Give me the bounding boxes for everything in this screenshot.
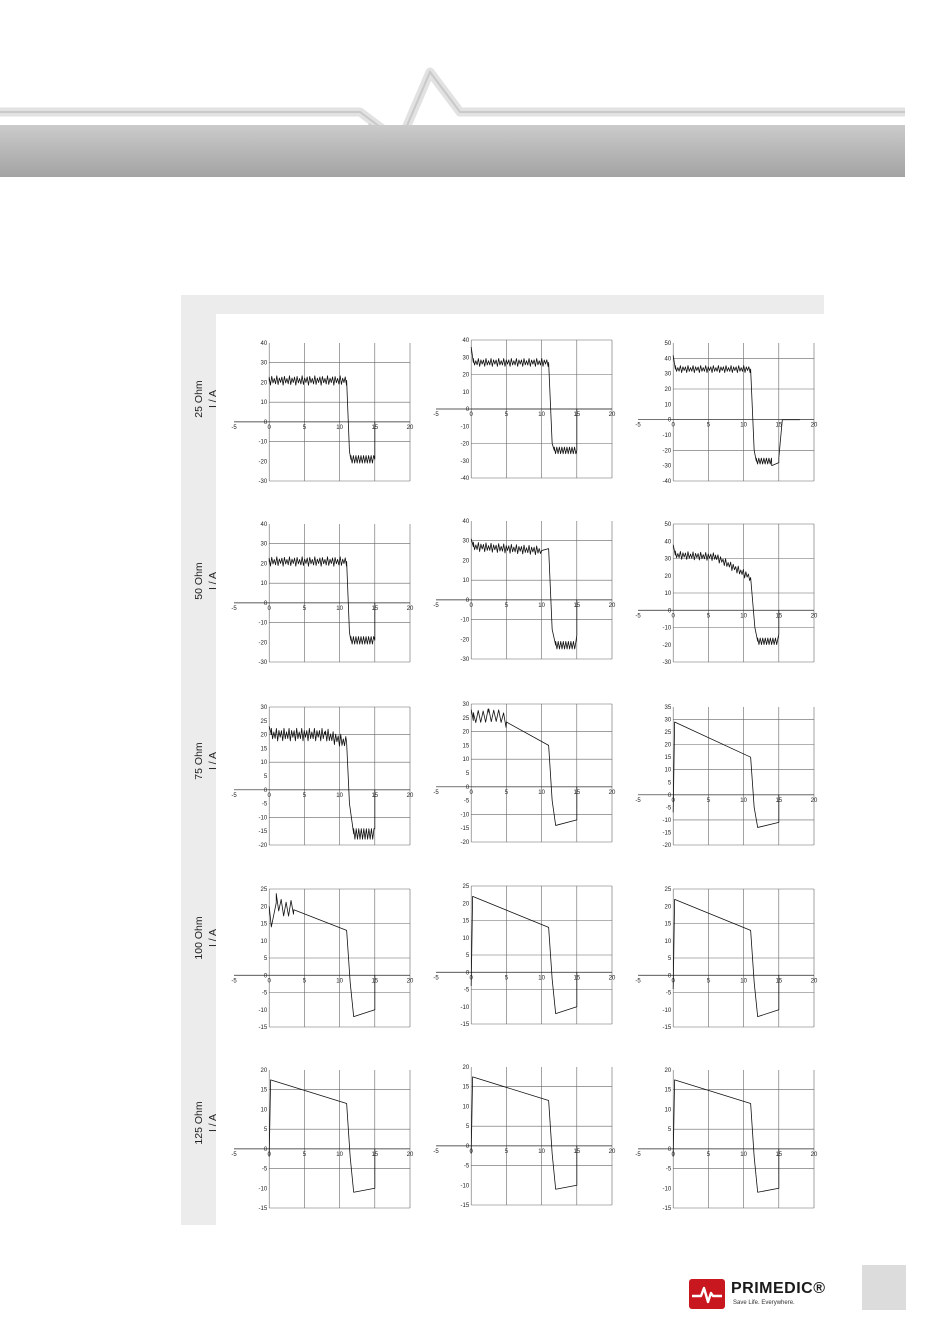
x-tick-label: 20 — [608, 1148, 616, 1155]
y-tick-label: -20 — [662, 642, 672, 649]
x-tick-label: 20 — [810, 422, 818, 429]
x-tick-label: 10 — [740, 797, 747, 804]
y-tick-label: 20 — [260, 380, 268, 387]
x-tick-label: 15 — [371, 792, 379, 799]
y-tick-label: -30 — [662, 660, 672, 666]
y-tick-label: -20 — [662, 448, 672, 455]
x-tick-label: 15 — [775, 797, 783, 804]
x-tick-label: -5 — [231, 792, 237, 799]
y-tick-label: 50 — [664, 522, 672, 528]
x-tick-label: 15 — [573, 975, 581, 982]
x-tick-label: 5 — [504, 975, 509, 982]
y-tick-label: 5 — [465, 771, 470, 777]
chart-75-ohm-middle — [430, 700, 618, 846]
y-tick-label: -30 — [662, 463, 672, 470]
y-tick-label: 10 — [260, 1107, 268, 1114]
current-trace — [269, 376, 375, 463]
row-label-75-ohm — [192, 691, 228, 831]
y-tick-label: 10 — [664, 767, 672, 774]
x-tick-label: 5 — [706, 797, 711, 804]
current-trace — [471, 709, 577, 826]
y-tick-label: 15 — [664, 1087, 672, 1094]
y-tick-label: 20 — [664, 904, 672, 911]
y-tick-label: -5 — [665, 805, 672, 812]
current-trace — [269, 894, 375, 1017]
y-tick-label: 25 — [260, 887, 268, 893]
x-tick-label: 0 — [267, 792, 271, 799]
y-tick-label: 0 — [263, 787, 268, 794]
y-tick-label: -15 — [662, 1206, 672, 1212]
y-tick-label: 15 — [462, 1084, 470, 1091]
y-tick-label: 5 — [263, 956, 268, 962]
x-tick-label: 10 — [740, 422, 747, 429]
y-tick-label: 0 — [667, 417, 672, 424]
x-tick-label: 5 — [706, 613, 711, 620]
x-tick-label: -5 — [231, 424, 237, 431]
x-tick-label: 20 — [406, 605, 414, 612]
y-tick-label: 5 — [465, 1124, 470, 1131]
y-tick-label: 25 — [462, 715, 470, 722]
x-tick-label: -5 — [231, 605, 237, 612]
x-tick-label: 10 — [538, 412, 545, 418]
x-tick-label: 15 — [573, 1148, 581, 1155]
y-tick-label: 25 — [260, 718, 268, 725]
row-label-100-ohm — [192, 868, 228, 1008]
y-tick-label: 15 — [260, 921, 268, 928]
y-tick-label: 30 — [664, 371, 672, 378]
x-tick-label: 20 — [608, 975, 616, 982]
x-tick-label: 10 — [538, 789, 545, 796]
x-tick-label: -5 — [635, 422, 641, 429]
y-tick-label: -40 — [460, 476, 470, 482]
y-tick-label: -15 — [258, 1025, 268, 1031]
y-tick-label: -30 — [460, 458, 470, 465]
y-tick-label: -10 — [662, 817, 672, 824]
y-tick-label: 0 — [667, 973, 672, 980]
y-tick-label: -10 — [460, 1183, 470, 1190]
x-tick-label: 15 — [371, 424, 379, 431]
x-tick-label: 0 — [267, 605, 271, 612]
x-tick-label: 5 — [302, 792, 307, 799]
y-tick-label: 15 — [664, 755, 672, 762]
chart-125-ohm-left — [228, 1066, 416, 1212]
chart-100-ohm-right — [632, 885, 820, 1031]
y-tick-label: 20 — [260, 1068, 268, 1074]
x-tick-label: 0 — [671, 1151, 675, 1158]
x-tick-label: 0 — [267, 978, 271, 985]
x-tick-label: 15 — [573, 412, 581, 418]
brand-name: PRIMEDIC® — [731, 1280, 826, 1297]
x-tick-label: 0 — [469, 975, 473, 982]
y-tick-label: 0 — [263, 419, 268, 426]
x-tick-label: 10 — [740, 613, 747, 620]
x-tick-label: -5 — [433, 789, 439, 796]
x-tick-label: 20 — [406, 792, 414, 799]
x-tick-label: 20 — [608, 412, 616, 418]
y-tick-label: 40 — [260, 522, 268, 528]
chart-125-ohm-middle — [430, 1063, 618, 1209]
x-tick-label: -5 — [433, 412, 439, 418]
y-tick-label: 0 — [465, 1143, 470, 1150]
y-tick-label: -10 — [460, 1004, 470, 1011]
y-tick-label: -20 — [662, 843, 672, 849]
y-tick-label: 5 — [667, 780, 672, 787]
y-tick-label: 0 — [465, 597, 470, 604]
y-tick-label: 5 — [667, 1127, 672, 1134]
x-tick-label: 10 — [538, 975, 545, 982]
y-tick-label: 10 — [462, 757, 470, 764]
y-tick-label: -10 — [258, 439, 268, 446]
y-tick-label: -5 — [463, 798, 470, 805]
x-tick-label: 15 — [573, 789, 581, 796]
y-tick-label: -10 — [460, 812, 470, 819]
y-tick-label: -15 — [460, 1022, 470, 1028]
y-tick-label: -20 — [258, 843, 268, 849]
x-tick-label: -5 — [635, 797, 641, 804]
row-unit: I / A — [207, 1113, 219, 1133]
x-tick-label: 10 — [336, 978, 343, 985]
x-tick-label: 5 — [504, 412, 509, 418]
y-tick-label: -20 — [460, 637, 470, 644]
y-tick-label: 0 — [667, 608, 672, 615]
chart-25-ohm-middle — [430, 336, 618, 482]
y-tick-label: -10 — [460, 424, 470, 431]
x-tick-label: 5 — [302, 424, 307, 431]
y-tick-label: 0 — [667, 792, 672, 799]
y-tick-label: 25 — [664, 887, 672, 893]
chart-50-ohm-right — [632, 520, 820, 666]
row-unit: I / A — [207, 751, 219, 771]
header-band — [0, 125, 905, 177]
y-tick-label: 10 — [664, 591, 672, 597]
logo-mark-icon — [689, 1279, 725, 1309]
current-trace — [269, 557, 375, 644]
x-tick-label: 10 — [336, 1151, 343, 1158]
y-tick-label: 40 — [462, 519, 470, 525]
current-trace — [673, 545, 779, 645]
y-tick-label: -20 — [460, 840, 470, 846]
x-tick-label: 0 — [671, 797, 675, 804]
brand-tagline: Save Life. Everywhere. — [733, 1300, 795, 1306]
y-tick-label: -15 — [662, 1025, 672, 1031]
y-tick-label: -15 — [460, 1203, 470, 1209]
y-tick-label: 10 — [462, 935, 470, 942]
y-tick-label: -20 — [258, 459, 268, 466]
x-tick-label: 10 — [538, 1148, 545, 1155]
y-tick-label: 30 — [462, 702, 470, 708]
x-tick-label: -5 — [433, 1148, 439, 1155]
y-tick-label: -10 — [662, 1186, 672, 1193]
page-number-tab — [862, 1265, 906, 1310]
y-tick-label: 20 — [462, 1065, 470, 1071]
chart-125-ohm-right — [632, 1066, 820, 1212]
y-tick-label: -10 — [258, 1007, 268, 1014]
y-tick-label: 20 — [664, 573, 672, 580]
x-tick-label: 5 — [706, 1151, 711, 1158]
y-tick-label: 10 — [260, 581, 268, 588]
current-trace — [471, 539, 577, 649]
current-trace — [471, 1077, 577, 1189]
row-resistance: 125 Ohm — [193, 1101, 205, 1145]
x-tick-label: 20 — [810, 978, 818, 985]
row-resistance: 100 Ohm — [193, 916, 205, 960]
x-tick-label: 20 — [810, 1151, 818, 1158]
x-tick-label: 20 — [810, 613, 818, 620]
y-tick-label: 25 — [462, 884, 470, 890]
y-tick-label: 30 — [462, 538, 470, 545]
y-tick-label: -5 — [261, 990, 268, 997]
current-trace — [269, 726, 375, 839]
y-tick-label: 20 — [462, 372, 470, 379]
y-tick-label: 15 — [260, 1087, 268, 1094]
row-unit: I / A — [207, 389, 219, 409]
y-tick-label: 0 — [263, 1146, 268, 1153]
y-tick-label: 30 — [462, 355, 470, 362]
x-tick-label: 20 — [406, 1151, 414, 1158]
y-tick-label: -10 — [662, 1007, 672, 1014]
y-tick-label: 30 — [260, 541, 268, 548]
x-tick-label: 15 — [775, 978, 783, 985]
x-tick-label: 10 — [740, 1151, 747, 1158]
x-tick-label: 20 — [608, 789, 616, 796]
y-tick-label: -30 — [258, 479, 268, 485]
y-tick-label: -15 — [460, 826, 470, 833]
row-resistance: 50 Ohm — [193, 562, 205, 600]
y-tick-label: 40 — [664, 356, 672, 363]
y-tick-label: 40 — [462, 338, 470, 344]
y-tick-label: -10 — [258, 620, 268, 627]
x-tick-label: 0 — [469, 789, 473, 796]
row-label-50-ohm — [192, 511, 228, 651]
x-tick-label: 20 — [406, 424, 414, 431]
y-tick-label: 25 — [664, 730, 672, 737]
current-trace — [471, 347, 577, 454]
y-tick-label: 35 — [664, 705, 672, 711]
y-tick-label: 20 — [260, 904, 268, 911]
x-tick-label: 5 — [302, 1151, 307, 1158]
y-tick-label: -5 — [665, 1166, 672, 1173]
x-tick-label: -5 — [635, 1151, 641, 1158]
y-tick-label: 15 — [260, 746, 268, 753]
y-tick-label: 20 — [664, 387, 672, 393]
chart-100-ohm-left — [228, 885, 416, 1031]
x-tick-label: 15 — [775, 613, 783, 620]
y-tick-label: 10 — [462, 389, 470, 396]
x-tick-label: -5 — [635, 613, 641, 620]
y-tick-label: 20 — [664, 1068, 672, 1074]
current-trace — [269, 1080, 375, 1192]
y-tick-label: 30 — [664, 717, 672, 724]
y-tick-label: 10 — [664, 1107, 672, 1114]
y-tick-label: 0 — [465, 784, 470, 791]
x-tick-label: 0 — [267, 424, 271, 431]
x-tick-label: 10 — [336, 792, 343, 799]
x-tick-label: 5 — [504, 789, 509, 796]
y-tick-label: -20 — [258, 640, 268, 647]
x-tick-label: -5 — [231, 1151, 237, 1158]
x-tick-label: 20 — [608, 602, 616, 609]
y-tick-label: 0 — [263, 973, 268, 980]
y-tick-label: 20 — [462, 558, 470, 565]
x-tick-label: -5 — [433, 975, 439, 982]
row-unit: I / A — [207, 928, 219, 948]
row-label-125-ohm — [192, 1053, 228, 1193]
primedic-logo — [689, 1279, 829, 1309]
current-trace — [673, 1080, 779, 1192]
y-tick-label: -5 — [463, 1163, 470, 1170]
y-tick-label: 5 — [263, 1127, 268, 1134]
x-tick-label: 15 — [371, 605, 379, 612]
y-tick-label: 20 — [260, 732, 268, 739]
y-tick-label: 20 — [664, 742, 672, 749]
y-tick-label: -10 — [258, 1186, 268, 1193]
row-resistance: 75 Ohm — [193, 742, 205, 780]
y-tick-label: 5 — [263, 774, 268, 780]
x-tick-label: 0 — [469, 1148, 473, 1155]
y-tick-label: -10 — [258, 815, 268, 822]
row-resistance: 25 Ohm — [193, 380, 205, 418]
chart-25-ohm-left — [228, 339, 416, 485]
x-tick-label: 15 — [371, 978, 379, 985]
y-tick-label: 40 — [664, 539, 672, 546]
x-tick-label: 0 — [469, 412, 473, 418]
y-tick-label: 10 — [260, 938, 268, 945]
y-tick-label: -15 — [662, 830, 672, 837]
x-tick-label: 5 — [504, 602, 509, 609]
y-tick-label: 0 — [465, 970, 470, 977]
y-tick-label: 20 — [260, 561, 268, 568]
x-tick-label: 0 — [671, 422, 675, 429]
x-tick-label: -5 — [231, 978, 237, 985]
y-tick-label: -5 — [463, 987, 470, 994]
y-tick-label: 10 — [462, 1104, 470, 1111]
x-tick-label: 5 — [504, 1148, 509, 1155]
x-tick-label: 15 — [775, 1151, 783, 1158]
y-tick-label: 20 — [462, 729, 470, 736]
x-tick-label: 15 — [775, 422, 783, 429]
x-tick-label: 0 — [267, 1151, 271, 1158]
y-tick-label: 5 — [465, 953, 470, 959]
x-tick-label: 10 — [538, 602, 545, 609]
y-tick-label: 10 — [462, 578, 470, 585]
y-tick-label: -30 — [460, 657, 470, 663]
y-tick-label: 30 — [260, 705, 268, 711]
x-tick-label: 20 — [406, 978, 414, 985]
y-tick-label: 50 — [664, 341, 672, 347]
y-tick-label: 5 — [667, 956, 672, 962]
x-tick-label: 0 — [469, 602, 473, 609]
x-tick-label: 15 — [573, 602, 581, 609]
x-tick-label: 5 — [706, 978, 711, 985]
y-tick-label: 10 — [664, 402, 672, 409]
x-tick-label: 5 — [302, 978, 307, 985]
y-tick-label: -30 — [258, 660, 268, 666]
row-unit: I / A — [207, 571, 219, 591]
y-tick-label: 0 — [667, 1146, 672, 1153]
y-tick-label: 10 — [260, 400, 268, 407]
y-tick-label: 0 — [263, 600, 268, 607]
y-tick-label: 40 — [260, 341, 268, 347]
x-tick-label: 20 — [810, 797, 818, 804]
y-tick-label: 15 — [664, 921, 672, 928]
y-tick-label: -10 — [662, 433, 672, 439]
y-tick-label: -40 — [662, 479, 672, 485]
chart-75-ohm-left — [228, 703, 416, 849]
y-tick-label: -10 — [662, 625, 672, 632]
row-label-25-ohm — [192, 329, 228, 469]
y-tick-label: 10 — [260, 760, 268, 767]
x-tick-label: 10 — [336, 605, 343, 612]
x-tick-label: -5 — [433, 602, 439, 609]
chart-100-ohm-middle — [430, 882, 618, 1028]
chart-75-ohm-right — [632, 703, 820, 849]
x-tick-label: 5 — [706, 422, 711, 429]
x-tick-label: 15 — [371, 1151, 379, 1158]
y-tick-label: -5 — [665, 990, 672, 997]
y-tick-label: -15 — [258, 829, 268, 836]
y-tick-label: 30 — [260, 360, 268, 367]
x-tick-label: -5 — [635, 978, 641, 985]
y-tick-label: -20 — [460, 441, 470, 448]
y-tick-label: 0 — [465, 407, 470, 413]
y-tick-label: 15 — [462, 918, 470, 925]
y-tick-label: 10 — [664, 938, 672, 945]
y-tick-label: -5 — [261, 801, 268, 808]
y-tick-label: 30 — [664, 556, 672, 563]
y-tick-label: 20 — [462, 901, 470, 908]
y-tick-label: -15 — [258, 1206, 268, 1212]
chart-50-ohm-middle — [430, 517, 618, 663]
chart-50-ohm-left — [228, 520, 416, 666]
y-tick-label: 15 — [462, 743, 470, 750]
x-tick-label: 0 — [671, 978, 675, 985]
current-trace — [673, 355, 800, 465]
current-trace — [673, 722, 779, 827]
x-tick-label: 10 — [740, 978, 747, 985]
y-tick-label: -10 — [460, 617, 470, 624]
x-tick-label: 10 — [336, 424, 343, 431]
chart-25-ohm-right — [632, 339, 820, 485]
x-tick-label: 5 — [302, 605, 307, 612]
x-tick-label: 0 — [671, 613, 675, 620]
y-tick-label: -5 — [261, 1166, 268, 1173]
